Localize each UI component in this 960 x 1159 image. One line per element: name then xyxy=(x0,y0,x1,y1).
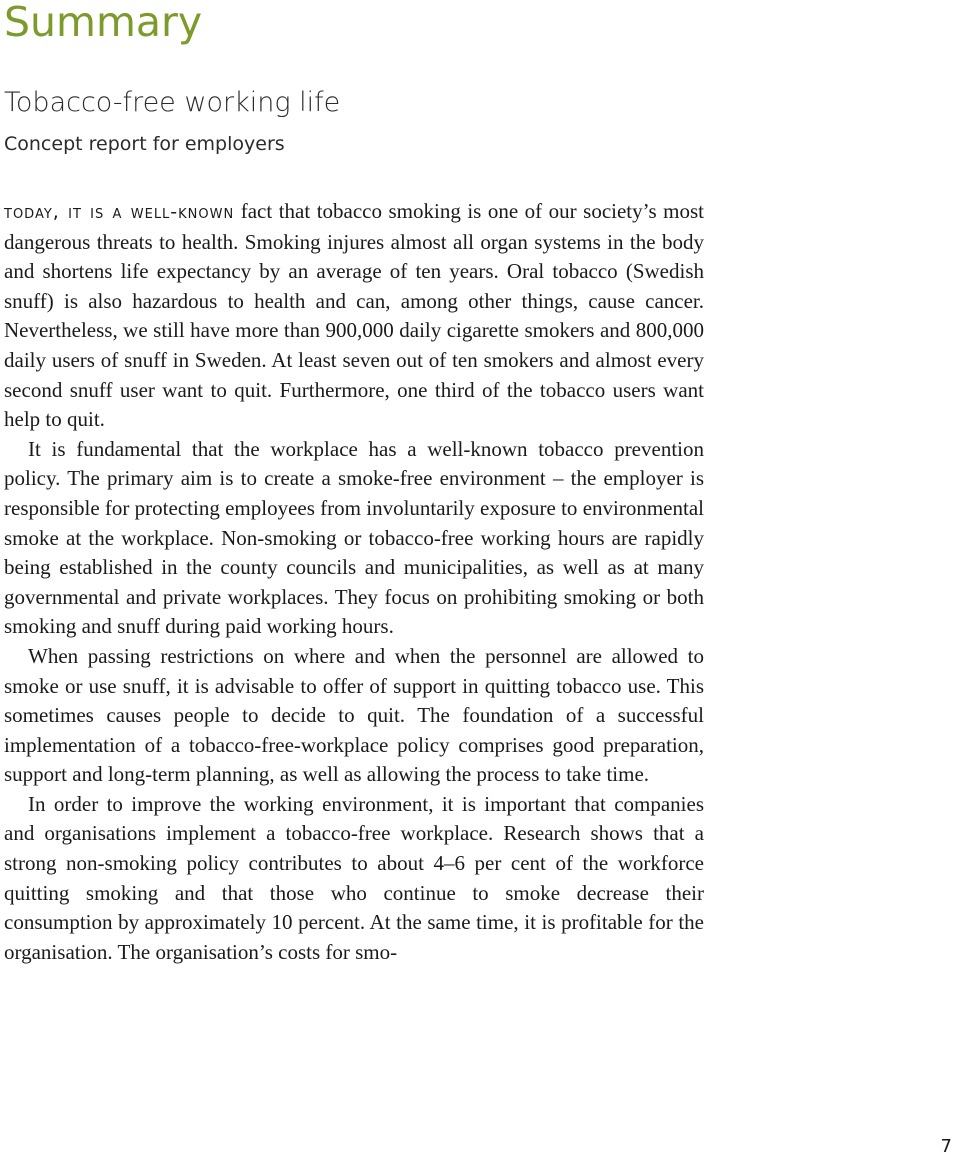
paragraph-2: It is fundamental that the workplace has a well-known tobacco prevention policy. The primary aim is to create a smoke-free environment – the employer is responsible for protecting employees from involuntarily exposure to environmental smoke at the workplace. Non-smoking or tobacco-free working hours are rapidly being established in the county councils and municipalities, as well as at many governmental and private workplaces. They focus on prohibiting smoking or both smoking and snuff during paid working hours. xyxy=(4,436,704,639)
paragraph-3: When passing restrictions on where and when the personnel are allowed to smoke or use snuff, it is advisable to offer of support in quitting tobacco use. This sometimes causes people to decide to quit. The foundation of a successful implementation of a tobacco-free-workplace policy comprises good preparation, support and long-term planning, as well as allowing the process to take time. xyxy=(4,643,704,787)
section-heading: Summary xyxy=(4,0,203,46)
paragraph-text: fact that tobacco smoking is one of our society’s most dangerous threats to health. Smoking injures almost all organ systems in the body and shortens life expectancy by an average of ten years. Oral tobacco (Swedish snuff) is also hazardous to health and can, among other things, cause cancer. Nevertheless, we still have more than 900,000 daily cigarette smokers and 800,000 daily users of snuff in Sweden. At least seven out of ten smokers and almost every second snuff user want to quit. Furthermore, one third of the tobacco users want help to quit. xyxy=(4,199,704,432)
paragraph-lead-in: today, it is a well-known xyxy=(4,201,235,223)
report-title: Tobacco-free working life xyxy=(4,87,341,118)
paragraph-4: In order to improve the working environment, it is important that companies and organisations implement a tobacco-free workplace. Research shows that a strong non-smoking policy contributes to about 4–6 per cent of the workforce quitting smoking and that those who continue to smoke decrease their consumption by approximately 10 percent. At the same time, it is profitable for the organisation. The organisation’s costs for smo- xyxy=(4,791,704,964)
summary-body xyxy=(4,197,704,967)
page-number: 7 xyxy=(940,1136,952,1157)
paragraph-1 xyxy=(4,197,704,435)
report-subtitle: Concept report for employers xyxy=(4,133,285,155)
